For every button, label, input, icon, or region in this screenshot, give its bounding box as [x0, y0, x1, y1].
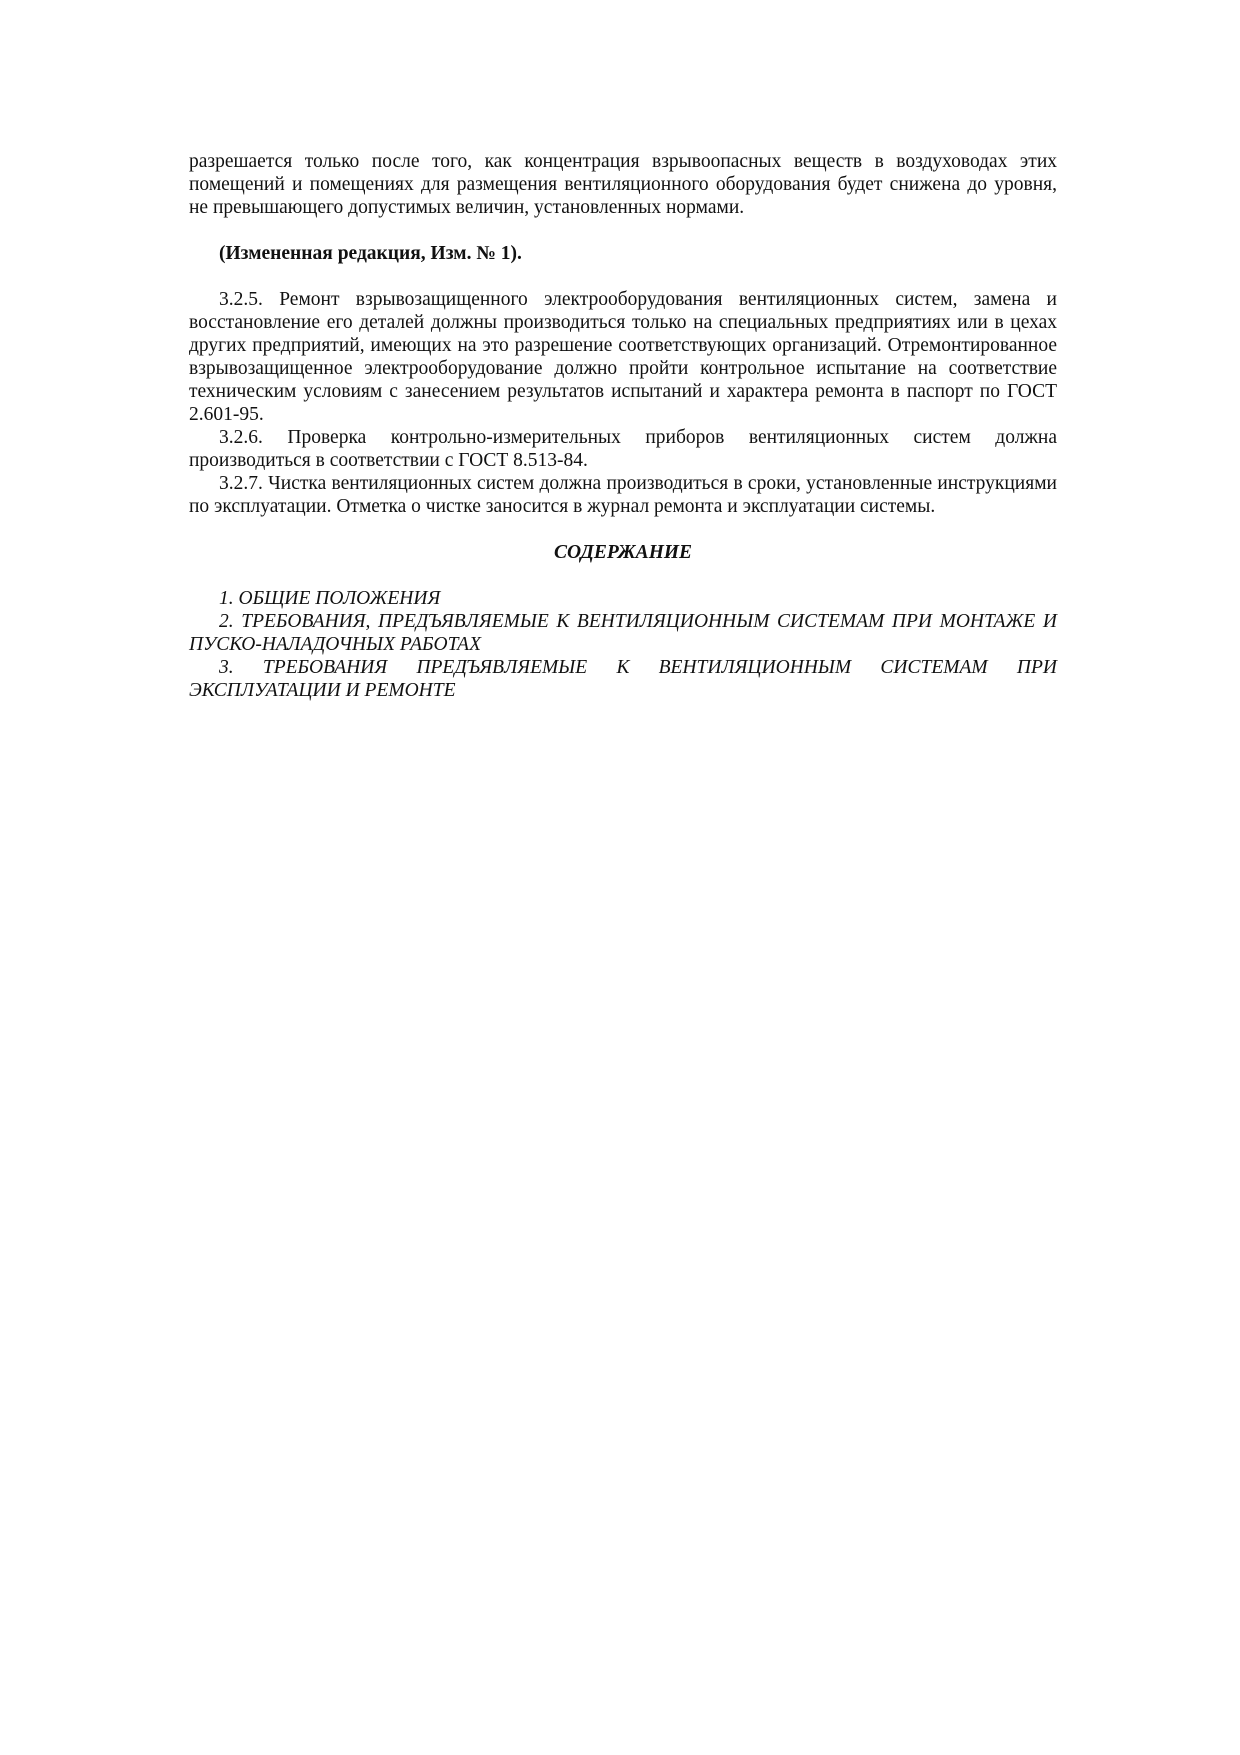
toc-title: СОДЕРЖАНИЕ: [553, 542, 693, 563]
clause-3-2-7: 3.2.7. Чистка вентиляционных систем должна производиться в сроки, установленные инструкциями по эксплуатации. Отметка о чистке заносится в журнал ремонта и эксплуатации системы.: [189, 473, 1057, 517]
continuation-paragraph: разрешается только после того, как концентрация взрывоопасных веществ в воздуховодах этих помещений и помещениях для размещения вентиляционного оборудования будет снижена до уровня, не превышающего допустимых величин, установленных нормами.: [189, 151, 1057, 218]
clause-3-2-5: 3.2.5. Ремонт взрывозащищенного электрооборудования вентиляционных систем, замена и восстановление его деталей должны производиться только на специальных предприятиях или в цехах других предприятий, имеющих на это разрешение соответствующих организаций. Отремонтированное взрывозащищенное электрооборудование должно пройти контрольное испытание на соответствие техническим условиям с занесением результатов испытаний и характера ремонта в паспорт по ГОСТ 2.601-95.: [189, 289, 1057, 425]
toc-item[interactable]: 3. ТРЕБОВАНИЯ ПРЕДЪЯВЛЯЕМЫЕ К ВЕНТИЛЯЦИОННЫМ СИСТЕМАМ ПРИ ЭКСПЛУАТАЦИИ И РЕМОНТЕ: [189, 657, 1057, 701]
toc-list: [189, 587, 1057, 702]
clause-3-2-6: 3.2.6. Проверка контрольно-измерительных приборов вентиляционных систем должна производиться в соответствии с ГОСТ 8.513-84.: [189, 427, 1057, 471]
document-page: [189, 150, 1057, 702]
amendment-note: (Измененная редакция, Изм. № 1).: [219, 243, 522, 264]
toc-item[interactable]: 1. ОБЩИЕ ПОЛОЖЕНИЯ: [219, 588, 441, 609]
toc-item[interactable]: 2. ТРЕБОВАНИЯ, ПРЕДЪЯВЛЯЕМЫЕ К ВЕНТИЛЯЦИОННЫМ СИСТЕМАМ ПРИ МОНТАЖЕ И ПУСКО-НАЛАДОЧНЫХ РАБОТАХ: [189, 611, 1057, 655]
